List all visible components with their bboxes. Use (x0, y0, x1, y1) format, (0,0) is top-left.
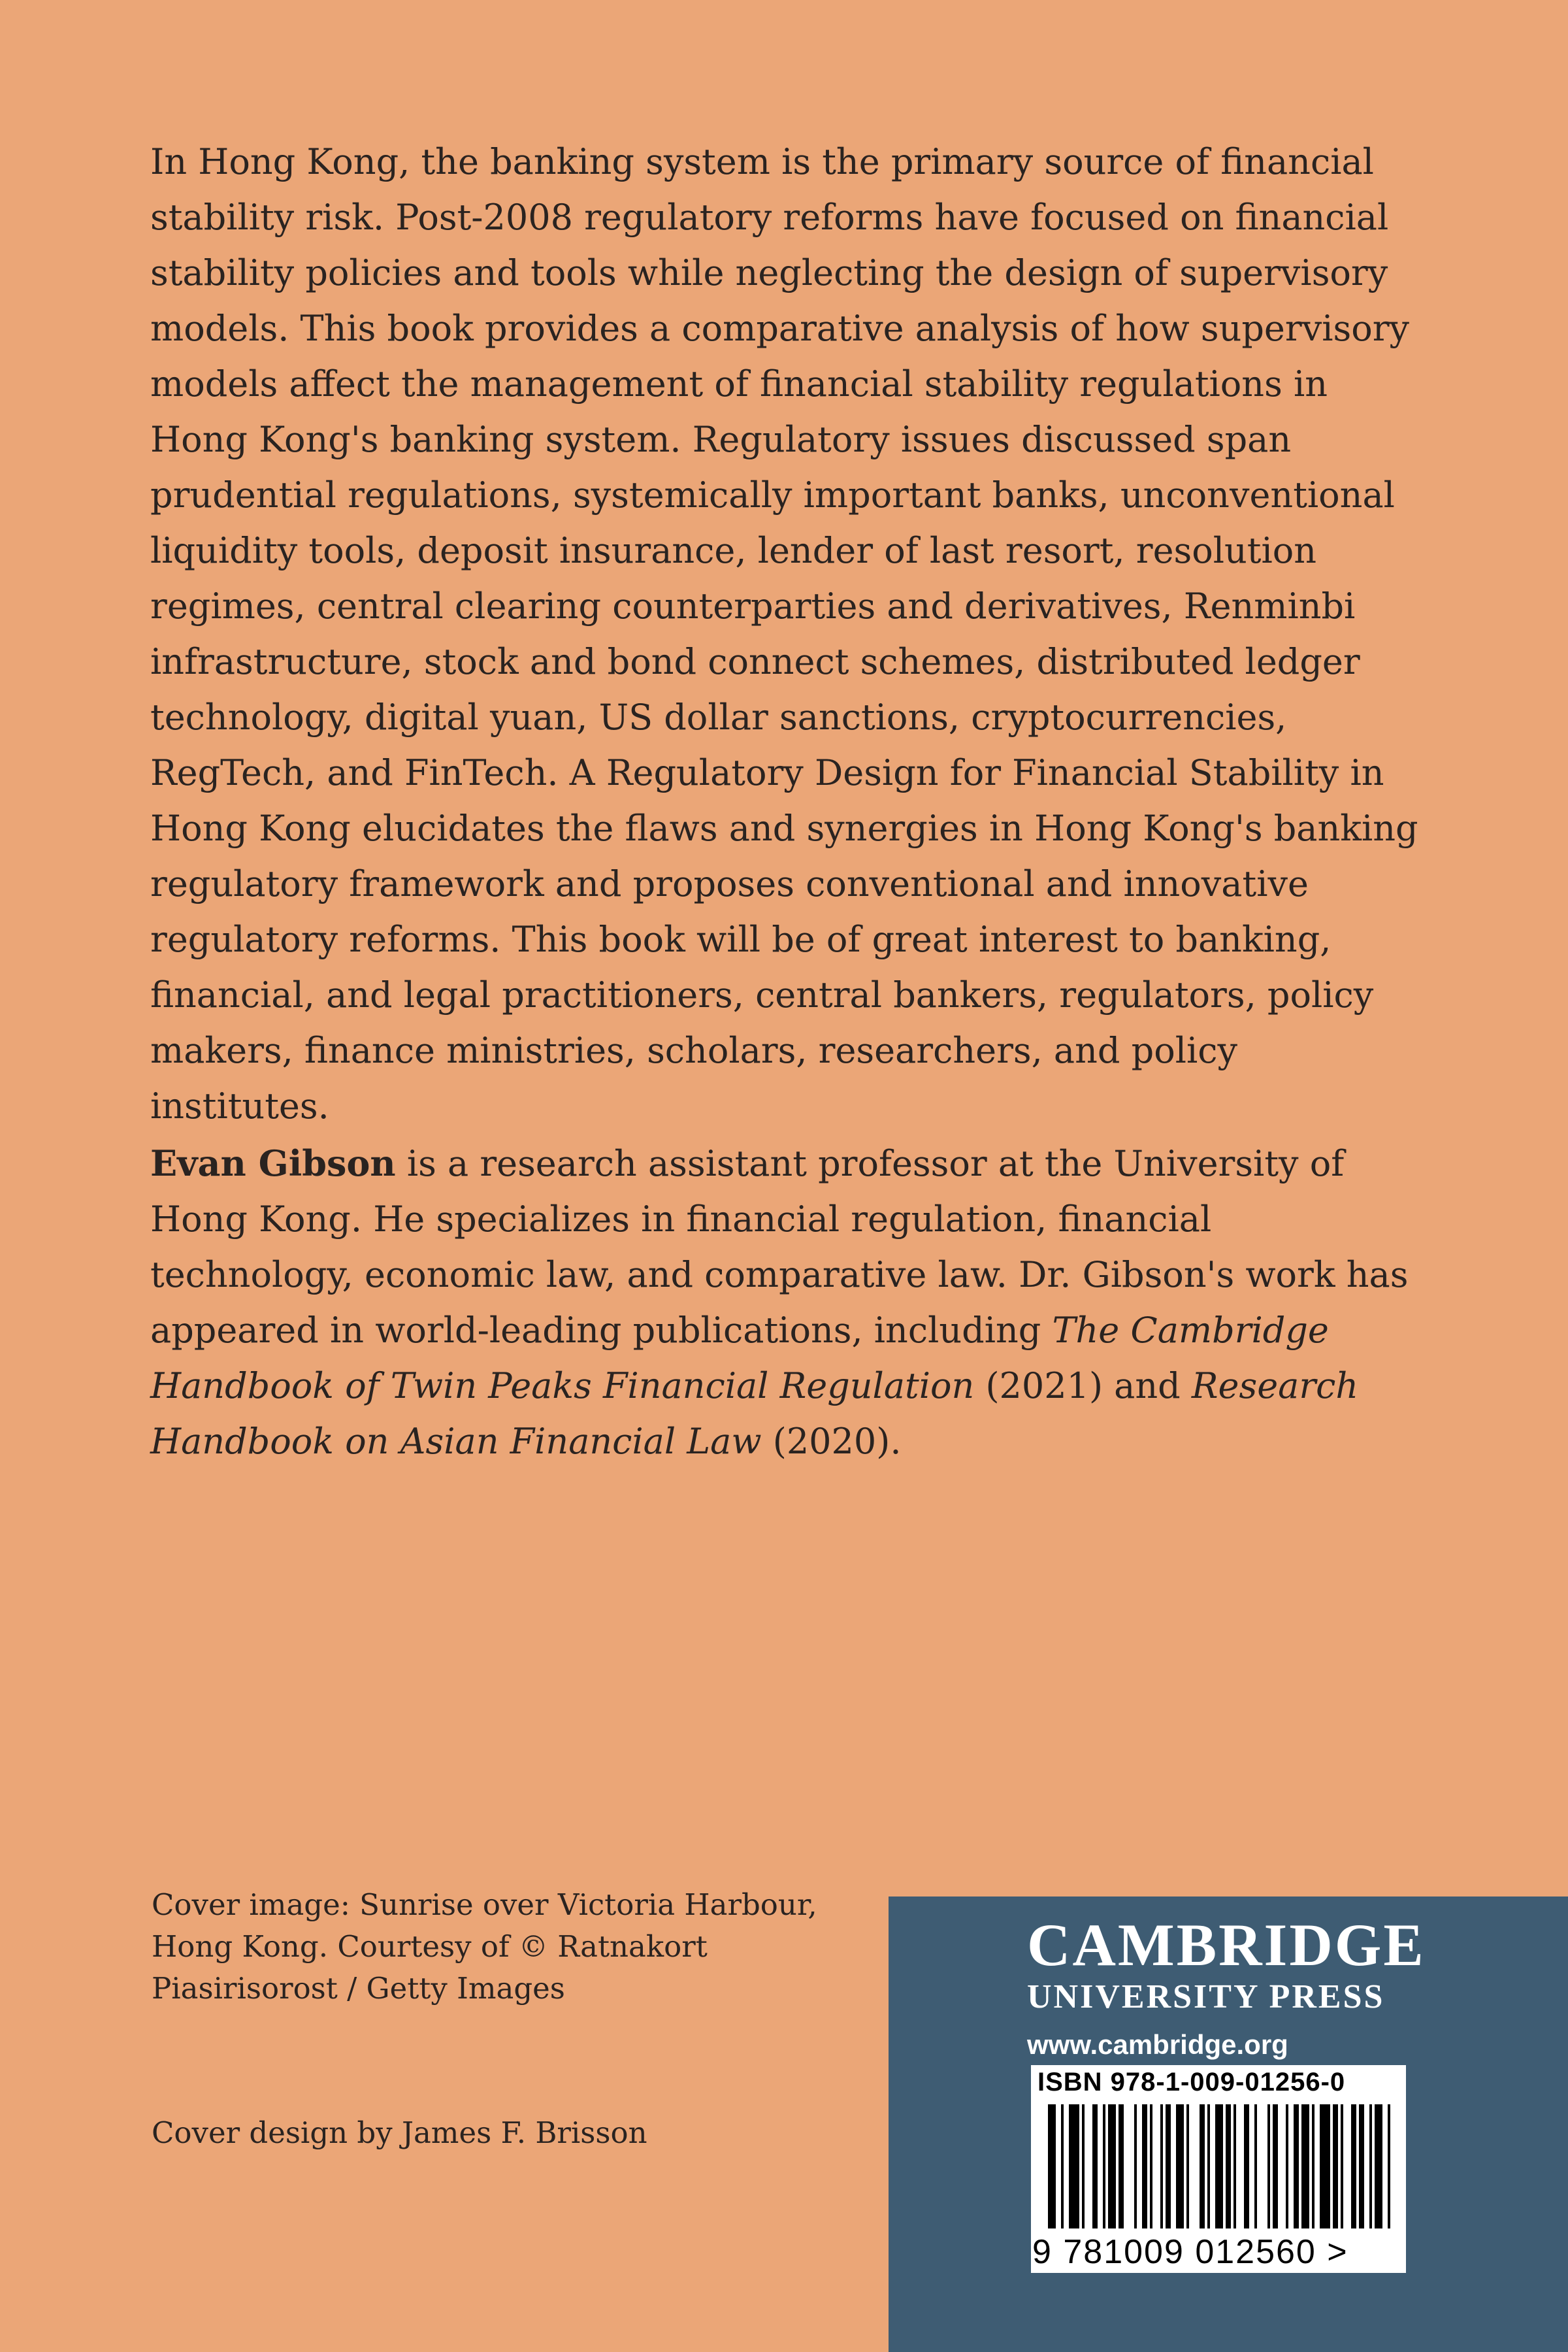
barcode-bar (1176, 2104, 1184, 2228)
barcode-bar (1108, 2104, 1116, 2228)
barcode-bar (1160, 2104, 1163, 2228)
barcode-bar (1312, 2104, 1315, 2228)
barcode-bar (1134, 2104, 1137, 2228)
barcode-bar (1092, 2104, 1098, 2228)
barcode-bar (1375, 2104, 1382, 2228)
barcode-bar (1207, 2104, 1210, 2228)
bio-text-1: is a research assistant professor at the University of Hong Kong. He specializes in financial regulation, financial technology, economic law, and comparative law. Dr. Gibson's work has appeared in world-leading publications, including (150, 1143, 1409, 1351)
barcode-bar (1166, 2104, 1171, 2228)
publisher-logo (1027, 1912, 1426, 2062)
barcode-bar (1215, 2104, 1223, 2228)
barcode-digits: 9 781009 012560 > (1032, 2233, 1348, 2271)
barcode-bar (1369, 2104, 1372, 2228)
isbn-label: ISBN 978-1-009-01256-0 (1037, 2068, 1346, 2096)
publisher-panel (889, 1897, 1568, 2352)
barcode-bar (1333, 2104, 1338, 2228)
barcode-bar (1301, 2104, 1309, 2228)
barcode-bar (1200, 2104, 1205, 2228)
barcode-bar (1267, 2104, 1270, 2228)
barcode-bar (1320, 2104, 1330, 2228)
cover-design-credit: Cover design by James F. Brisson (152, 2115, 647, 2150)
barcode (1031, 2065, 1406, 2273)
barcode-bar (1388, 2104, 1390, 2228)
barcode-bar (1069, 2104, 1079, 2228)
barcode-bar (1359, 2104, 1364, 2228)
barcode-bar (1254, 2104, 1257, 2228)
bio-text-2: (2021) and (974, 1365, 1192, 1406)
author-name: Evan Gibson (150, 1142, 396, 1184)
barcode-bar (1273, 2104, 1278, 2228)
bio-text-3: (2020). (761, 1421, 902, 1462)
barcode-bar (1150, 2104, 1152, 2228)
bio-work-2: Research Handbook on Asian Financial Law (150, 1365, 1359, 1462)
author-bio (150, 1136, 1424, 1469)
barcode-bar (1351, 2104, 1356, 2228)
barcode-bar (1233, 2104, 1236, 2228)
publisher-subtitle: UNIVERSITY PRESS (1027, 1978, 1385, 2015)
barcode-bar (1082, 2104, 1085, 2228)
barcode-bar (1061, 2104, 1064, 2228)
barcode-bar (1186, 2104, 1189, 2228)
barcode-bar (1294, 2104, 1299, 2228)
barcode-bar (1244, 2104, 1249, 2228)
barcode-bar (1286, 2104, 1288, 2228)
publisher-name: CAMBRIDGE (1027, 1912, 1426, 1978)
barcode-bar (1142, 2104, 1147, 2228)
barcode-bar (1341, 2104, 1343, 2228)
publisher-url[interactable]: www.cambridge.org (1027, 2029, 1288, 2060)
barcode-bar (1226, 2104, 1231, 2228)
barcode-bar (1103, 2104, 1105, 2228)
barcode-bar (1119, 2104, 1124, 2228)
book-description: In Hong Kong, the banking system is the primary source of financial stability risk. Post-2008 regulatory reforms have focused on financial stability policies and tools while neglecting the design of supervisory models. This book provides a comparative analysis of how supervisory models affect the management of financial stability regulations in Hong Kong's banking system. Regulatory issues discussed span prudential regulations, systemically important banks, unconventional liquidity tools, deposit insurance, lender of last resort, resolution regimes, central clearing counterparties and derivatives, Renminbi infrastructure, stock and bond connect schemes, distributed ledger technology, digital yuan, US dollar sanctions, cryptocurrencies, RegTech, and FinTech. A Regulatory Design for Financial Stability in Hong Kong elucidates the flaws and synergies in Hong Kong's banking regulatory framework and proposes conventional and innovative regulatory reforms. This book will be of great interest to banking, financial, and legal practitioners, central bankers, regulators, policy makers, finance ministries, scholars, researchers, and policy institutes. (150, 141, 1418, 1127)
barcode-bar (1048, 2104, 1056, 2228)
cover-image-credit: Cover image: Sunrise over Victoria Harbour, Hong Kong. Courtesy of © Ratnakort Piasirisorost / Getty Images (152, 1887, 817, 2006)
bio-work-1: The Cambridge Handbook of Twin Peaks Financial Regulation (150, 1310, 1329, 1406)
